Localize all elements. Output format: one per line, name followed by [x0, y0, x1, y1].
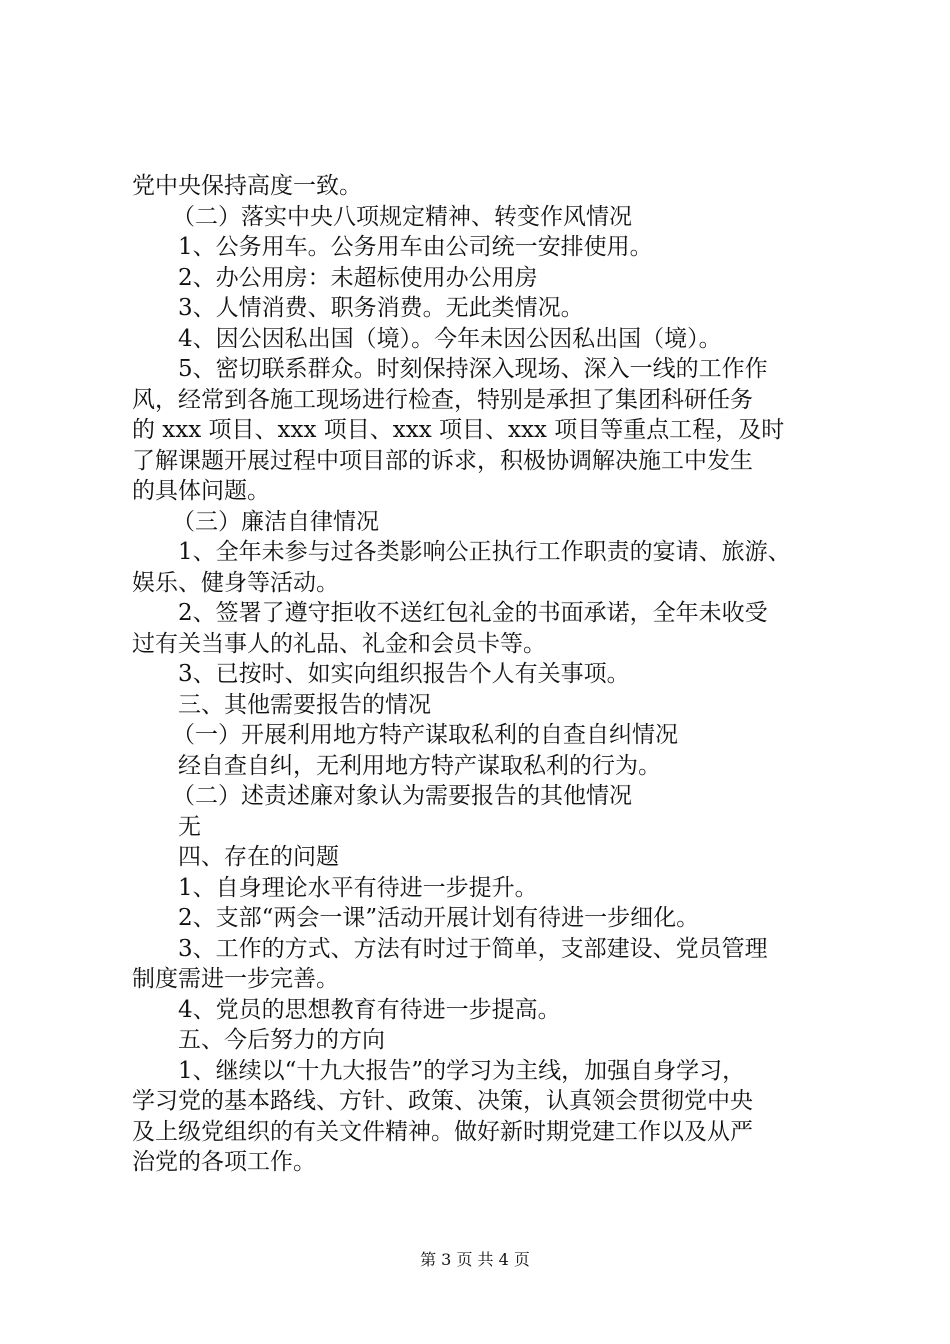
text-line: 1、全年未参与过各类影响公正执行工作职责的宴请、旅游、: [178, 539, 791, 565]
text-line: 制度需进一步完善。: [132, 966, 339, 992]
text-line: 的 xxx 项目、xxx 项目、xxx 项目、xxx 项目等重点工程，及时: [132, 417, 785, 443]
section-heading: （二）落实中央八项规定精神、转变作风情况: [172, 203, 632, 230]
text-line: 学习党的基本路线、方针、政策、决策，认真领会贯彻党中央: [132, 1088, 753, 1114]
text-line: 3、工作的方式、方法有时过于简单，支部建设、党员管理: [178, 935, 768, 962]
text-line: 3、人情消费、职务消费。无此类情况。: [178, 295, 584, 321]
text-line: 1、继续以“十九大报告”的学习为主线，加强自身学习，: [178, 1057, 746, 1084]
section-heading: （二）述责述廉对象认为需要报告的其他情况: [172, 783, 632, 809]
text-line: 治党的各项工作。: [132, 1149, 316, 1175]
text-line: 及上级党组织的有关文件精神。做好新时期党建工作以及从严: [132, 1118, 753, 1145]
text-line: 5、密切联系群众。时刻保持深入现场、深入一线的工作作: [178, 356, 768, 382]
section-heading: 五、今后努力的方向: [178, 1027, 385, 1053]
document-body: [132, 171, 852, 1178]
text-line: 3、已按时、如实向组织报告个人有关事项。: [178, 661, 630, 687]
section-heading: （三）廉洁自律情况: [172, 508, 379, 535]
section-heading: 三、其他需要报告的情况: [178, 691, 431, 718]
text-line: 无: [178, 813, 201, 840]
page-number-footer: 第 3 页 共 4 页: [420, 1250, 530, 1269]
text-line: 1、自身理论水平有待进一步提升。: [178, 874, 538, 901]
text-line: 2、支部“两会一课”活动开展计划有待进一步细化。: [178, 905, 700, 931]
text-line: 风，经常到各施工现场进行检查，特别是承担了集团科研任务: [132, 386, 753, 413]
text-line: 1、公务用车。公务用车由公司统一安排使用。: [178, 234, 653, 260]
text-line: 经自查自纠，无利用地方特产谋取私利的行为。: [178, 752, 661, 779]
text-line: 过有关当事人的礼品、礼金和会员卡等。: [132, 630, 546, 657]
section-heading: 四、存在的问题: [178, 844, 339, 870]
text-line: 的具体问题。: [132, 478, 270, 504]
text-line: 2、办公用房：未超标使用办公用房: [178, 264, 538, 291]
text-line: 娱乐、健身等活动。: [132, 569, 339, 596]
text-line: 4、党员的思想教育有待进一步提高。: [178, 996, 561, 1023]
text-line: 了解课题开展过程中项目部的诉求，积极协调解决施工中发生: [132, 447, 753, 474]
text-line: 2、签署了遵守拒收不送红包礼金的书面承诺，全年未收受: [178, 600, 768, 626]
text-line: 4、因公因私出国（境）。今年未因公因私出国（境）。: [178, 325, 722, 352]
text-line: 党中央保持高度一致。: [132, 173, 362, 199]
section-heading: （一）开展利用地方特产谋取私利的自查自纠情况: [172, 722, 678, 748]
